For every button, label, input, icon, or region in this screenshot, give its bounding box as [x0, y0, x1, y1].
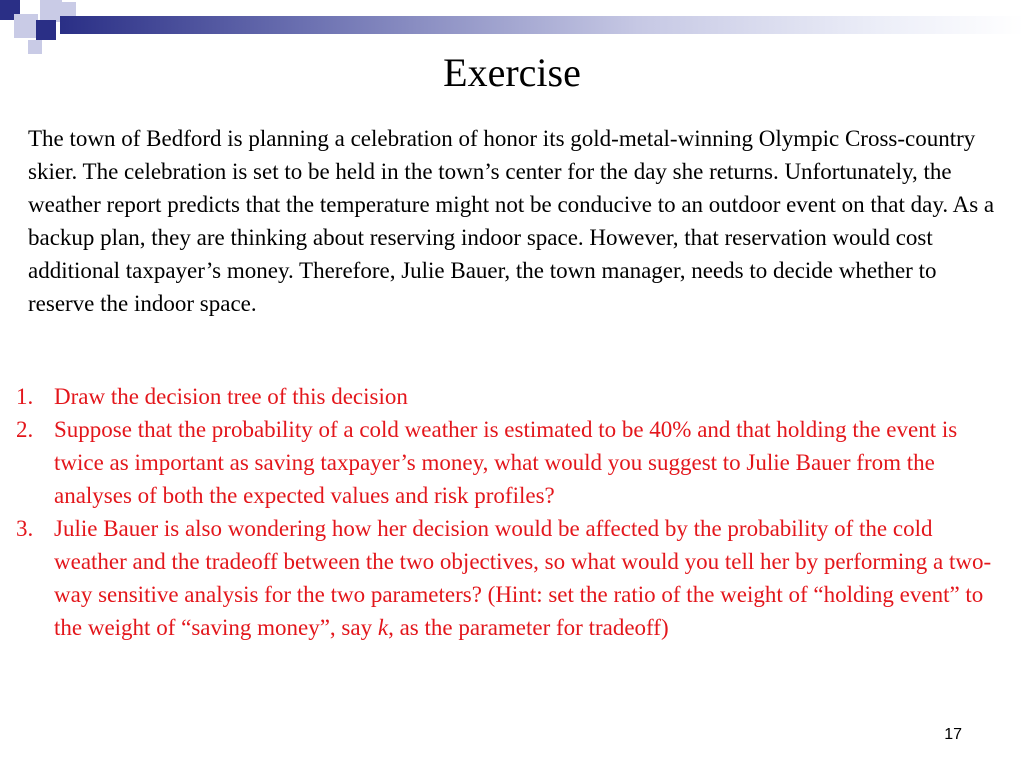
- template-square-decoration: [62, 2, 76, 16]
- question-number: 1.: [16, 384, 34, 409]
- question-text: Draw the decision tree of this decision: [54, 384, 408, 409]
- question-item: [16, 512, 1006, 644]
- slide-title: Exercise: [443, 50, 581, 95]
- question-item: [16, 380, 1006, 413]
- question-text: Suppose that the probability of a cold weather is estimated to be 40% and that holding the event is twice as important as saving taxpayer’s money, what would you suggest to Julie Bauer from the analyses of both the expected values and risk profiles?: [54, 417, 958, 508]
- page-number: 17: [944, 726, 962, 743]
- question-number: 3.: [16, 516, 34, 541]
- question-item: [16, 413, 1006, 512]
- question-list: [16, 380, 1006, 644]
- intro-paragraph: The town of Bedford is planning a celebration of honor its gold-metal-winning Olympic Cross-country skier. The celebration is set to be held in the town’s center for the day she returns. Unfortunately, the weather report predicts that the temperature might not be conducive to an outdoor event on that day. As a backup plan, they are thinking about reserving indoor space. However, that reservation would cost additional taxpayer’s money. Therefore, Julie Bauer, the town manager, needs to decide whether to reserve the indoor space.: [28, 126, 995, 316]
- question-text: [54, 516, 991, 640]
- question-number: 2.: [16, 417, 34, 442]
- question-emphasis-variable: k: [377, 615, 389, 640]
- template-square-decoration: [40, 0, 62, 22]
- template-square-decoration: [36, 20, 56, 40]
- template-gradient-bar: [60, 16, 1024, 34]
- question-text-after: , as the parameter for tradeoff): [388, 615, 669, 640]
- question-text-before: Julie Bauer is also wondering how her decision would be affected by the probability of the cold weather and the tradeoff between the two objectives, so what would you tell her by performing a two-way sensitive analysis for the two parameters? (Hint: set the ratio of the weight of “holding event” to the weight of “saving money”, say: [54, 516, 992, 640]
- template-square-decoration: [14, 14, 38, 38]
